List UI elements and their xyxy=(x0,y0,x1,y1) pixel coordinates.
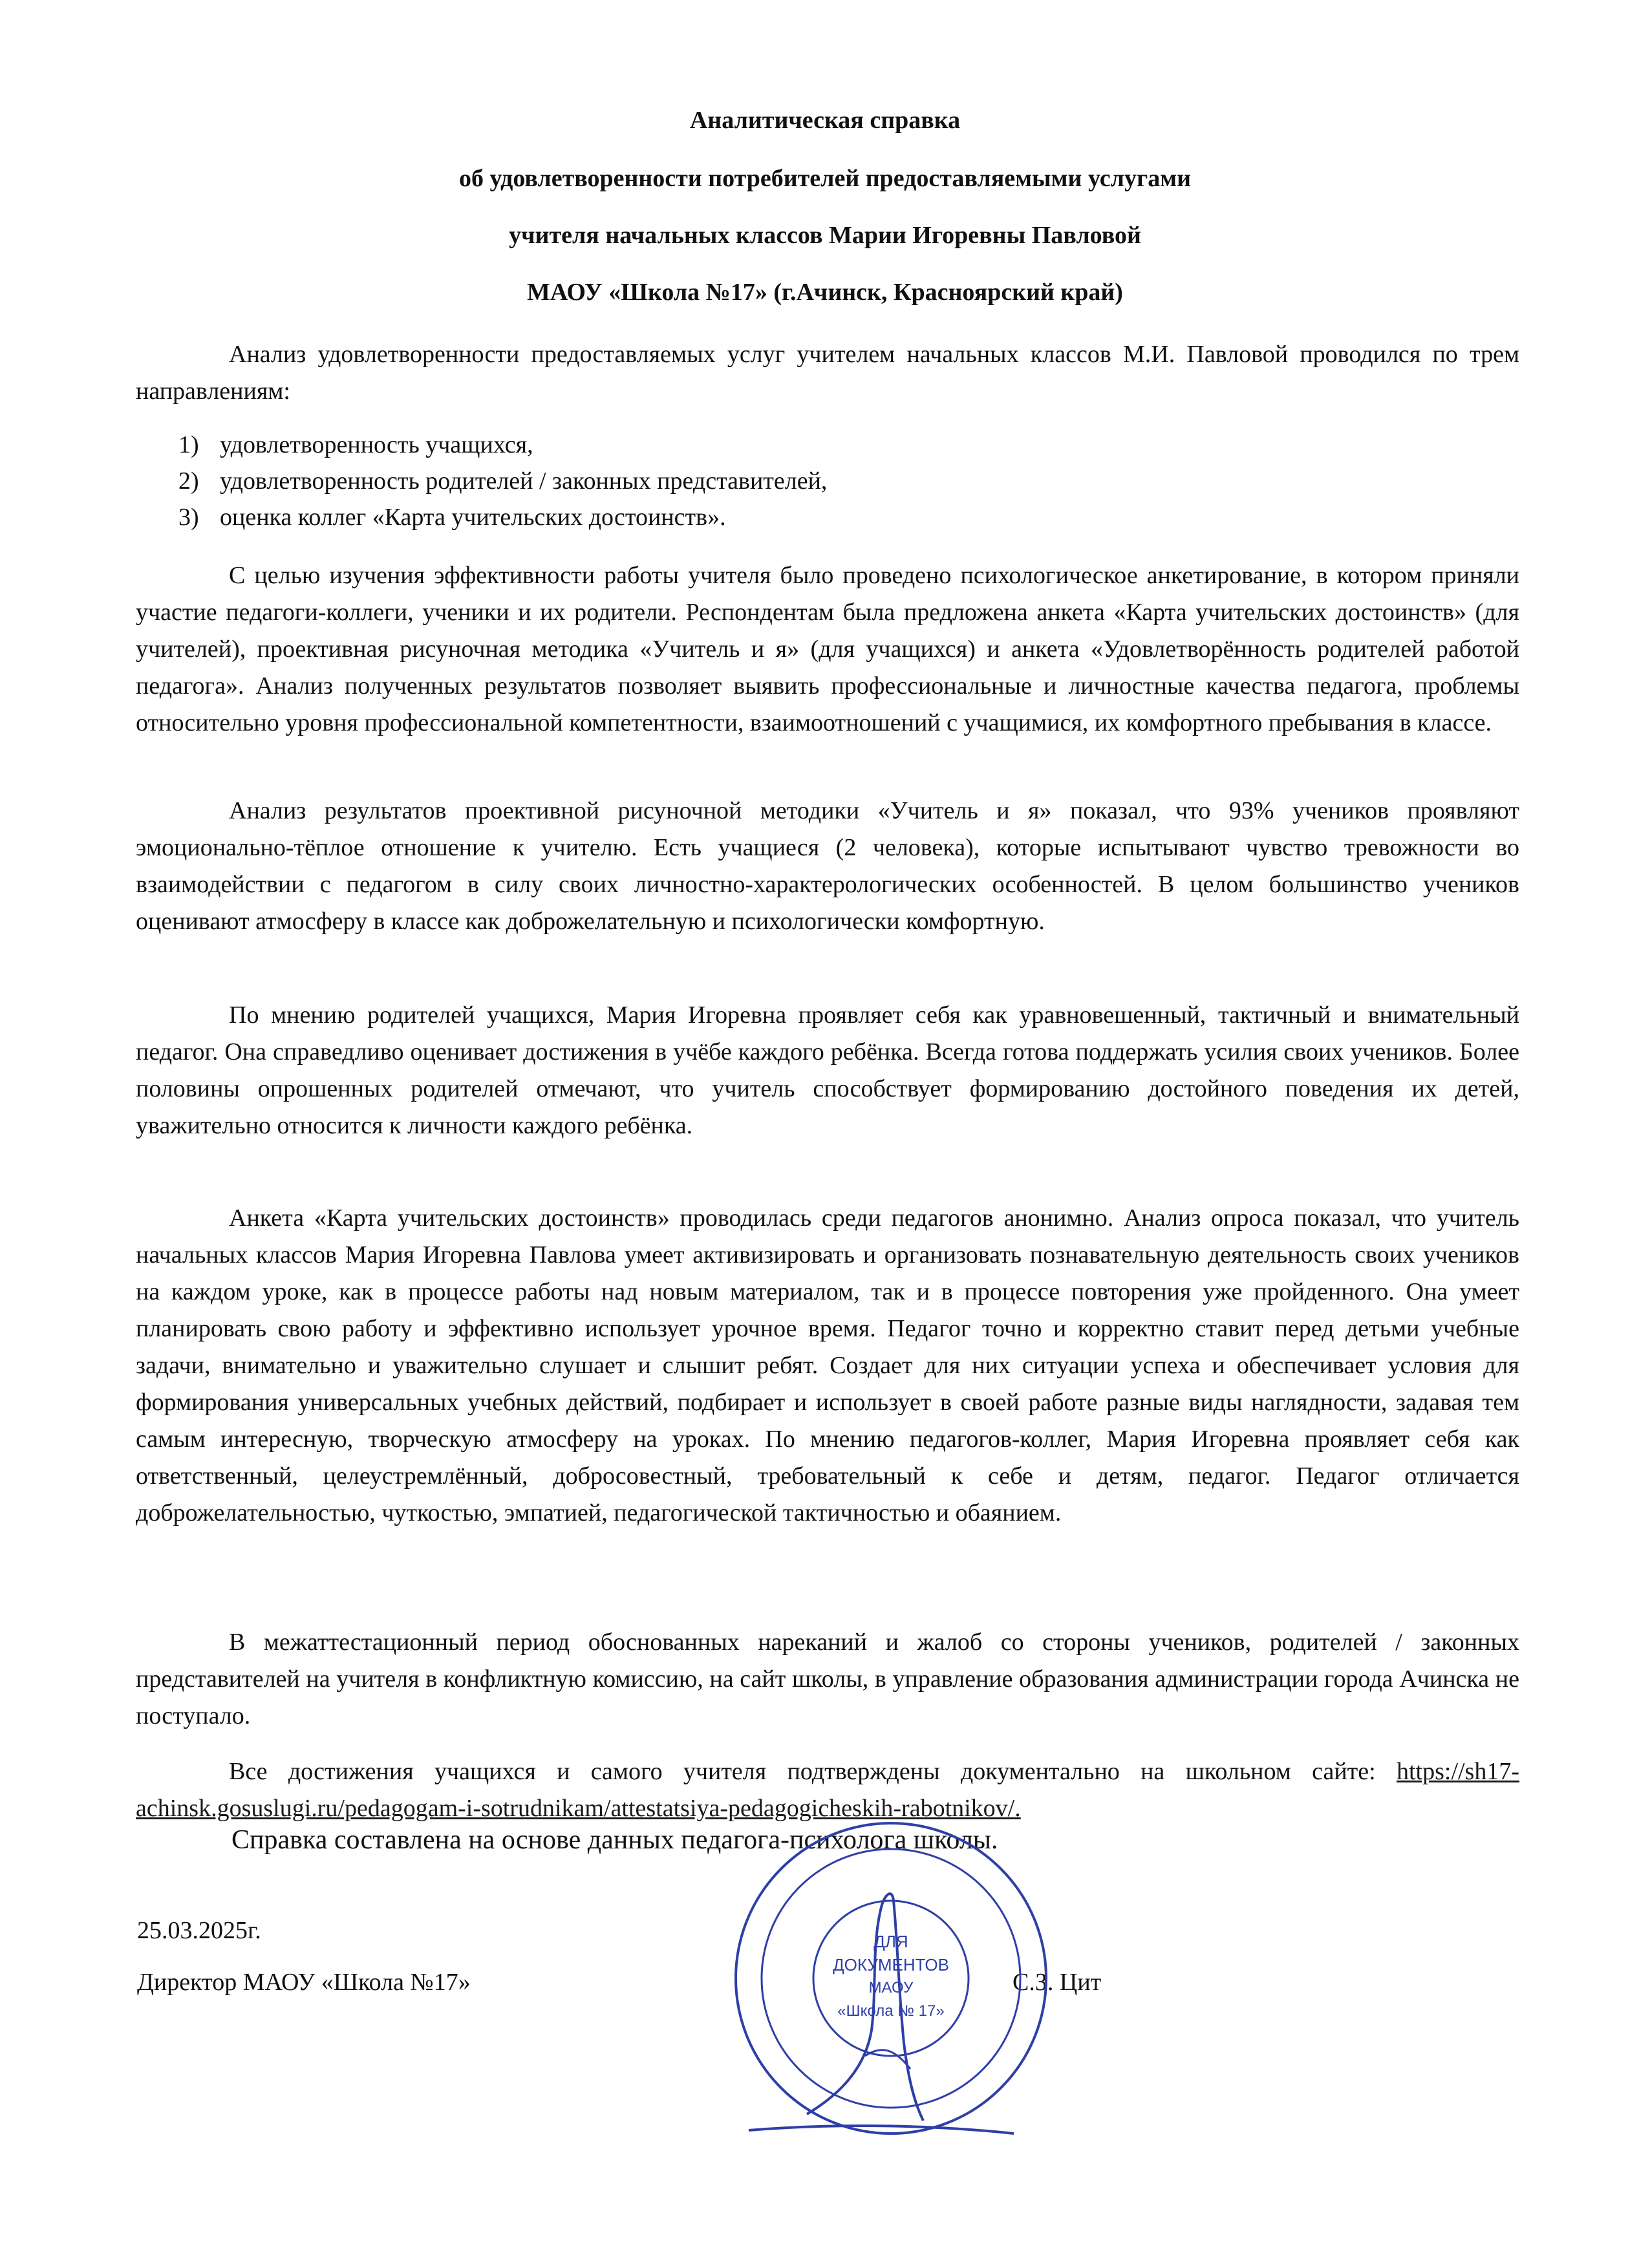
list-item-number: 3) xyxy=(178,504,199,531)
stamp-text-line: ДЛЯ xyxy=(873,1932,908,1951)
intro-paragraph: Анализ удовлетворенности предоставляемых услуг учителем начальных классов М.И. Павловой проводился по трем направлениям: xyxy=(136,341,1519,405)
paragraph-complaints: В межаттестационный период обоснованных нареканий и жалоб со стороны учеников, родителей / законных представителей на учителя в конфликтную комиссию, на сайт школы, в управление образования администрации города Ачинска не поступало. xyxy=(136,1629,1519,1729)
school-site-link[interactable]: https://sh17-achinsk.gosuslugi.ru/pedagogam-i-sotrudnikam/attestatsiya-pedagogicheskih-rabotnikov/. xyxy=(136,1758,1520,1822)
list-item xyxy=(136,463,1519,499)
paragraph-parents: По мнению родителей учащихся, Мария Игоревна проявляет себя как уравновешенный, тактичный и внимательный педагог. Она справедливо оценивает достижения в учёбе каждого ребёнка. Всегда готова поддержать усилия своих учеников. Более половины опрошенных родителей отмечают, что учитель способствует формированию достойного поведения их детей, уважительно относится к личности каждого ребёнка. xyxy=(136,1001,1519,1139)
official-stamp-seal xyxy=(710,1797,1072,2159)
signature-position: Директор МАОУ «Школа №17» xyxy=(137,1969,471,1996)
list-item-text: удовлетворенность учащихся, xyxy=(220,431,533,458)
stamp-text-line: МАОУ xyxy=(868,1979,914,1996)
signature-name: С.З. Цит xyxy=(1012,1969,1102,1996)
achievements-text: Все достижения учащихся и самого учителя подтверждены документально на школьном сайте: xyxy=(229,1758,1376,1785)
list-item xyxy=(136,427,1519,463)
paragraph-colleagues: Анкета «Карта учительских достоинств» проводилась среди педагогов анонимно. Анализ опроса показал, что учитель начальных классов Мария Игоревна Павлова умеет активизировать и организовать познавательную деятельность своих учеников на каждом уроке, как в процессе работы над новым материалом, так и в процессе повторения уже пройденного. Она умеет планировать свою работу и эффективно использует урочное время. Педагог точно и корректно ставит перед детьми учебные задачи, внимательно и уважительно слушает и слышит ребят. Создает для них ситуации успеха и обеспечивает условия для формирования универсальных учебных действий, подбирает и использует в своей работе разные виды наглядности, задавая тем самым интересную, творческую атмосферу на уроках. По мнению педагогов-коллег, Мария Игоревна проявляет себя как ответственный, целеустремлённый, добросовестный, требовательный к себе и детям, педагог. Педагог отличается доброжелательностью, чуткостью, эмпатией, педагогической тактичностью и обаянием. xyxy=(136,1204,1519,1526)
list-item xyxy=(136,499,1519,535)
document-date: 25.03.2025г. xyxy=(137,1917,261,1944)
source-note: Справка составлена на основе данных педагога-психолога школы. xyxy=(231,1825,998,1855)
paragraph-methodology: С целью изучения эффективности работы учителя было проведено психологическое анкетирование, в котором приняли участие педагоги-коллеги, ученики и их родители. Респондентам была предложена анкета «Карта учительских достоинств» (для учителей), проективная рисуночная методика «Учитель и я» (для учащихся) и анкета «Удовлетворённость родителей работой педагога». Анализ полученных результатов позволяет выявить профессиональные и личностные качества педагога, проблемы относительно уровня профессиональной компетентности, взаимоотношений с учащимися, их комфортного пребывания в классе. xyxy=(136,562,1519,736)
document-title: Аналитическая справка xyxy=(689,107,961,134)
paragraph-students: Анализ результатов проективной рисуночной методики «Учитель и я» показал, что 93% учеников проявляют эмоционально-тёплое отношение к учителю. Есть учащиеся (2 человека), которые испытывают чувство тревожности во взаимодействии с педагогом в силу своих личностно-характерологических особенностей. В целом большинство учеников оценивают атмосферу в классе как доброжелательную и психологически комфортную. xyxy=(136,797,1519,935)
stamp-text-line: «Школа № 17» xyxy=(837,2002,945,2020)
document-subtitle-3: МАОУ «Школа №17» (г.Ачинск, Красноярский край) xyxy=(527,279,1123,306)
directions-list xyxy=(136,427,1519,535)
list-item-number: 2) xyxy=(178,467,199,495)
list-item-text: оценка коллег «Карта учительских достоинств». xyxy=(220,504,726,531)
list-item-text: удовлетворенность родителей / законных представителей, xyxy=(220,467,828,495)
document-subtitle-2: учителя начальных классов Марии Игоревны Павловой xyxy=(509,222,1141,249)
list-item-number: 1) xyxy=(178,431,199,458)
document-subtitle-1: об удовлетворенности потребителей предоставляемыми услугами xyxy=(458,165,1192,192)
stamp-text-line: ДОКУМЕНТОВ xyxy=(833,1955,949,1974)
